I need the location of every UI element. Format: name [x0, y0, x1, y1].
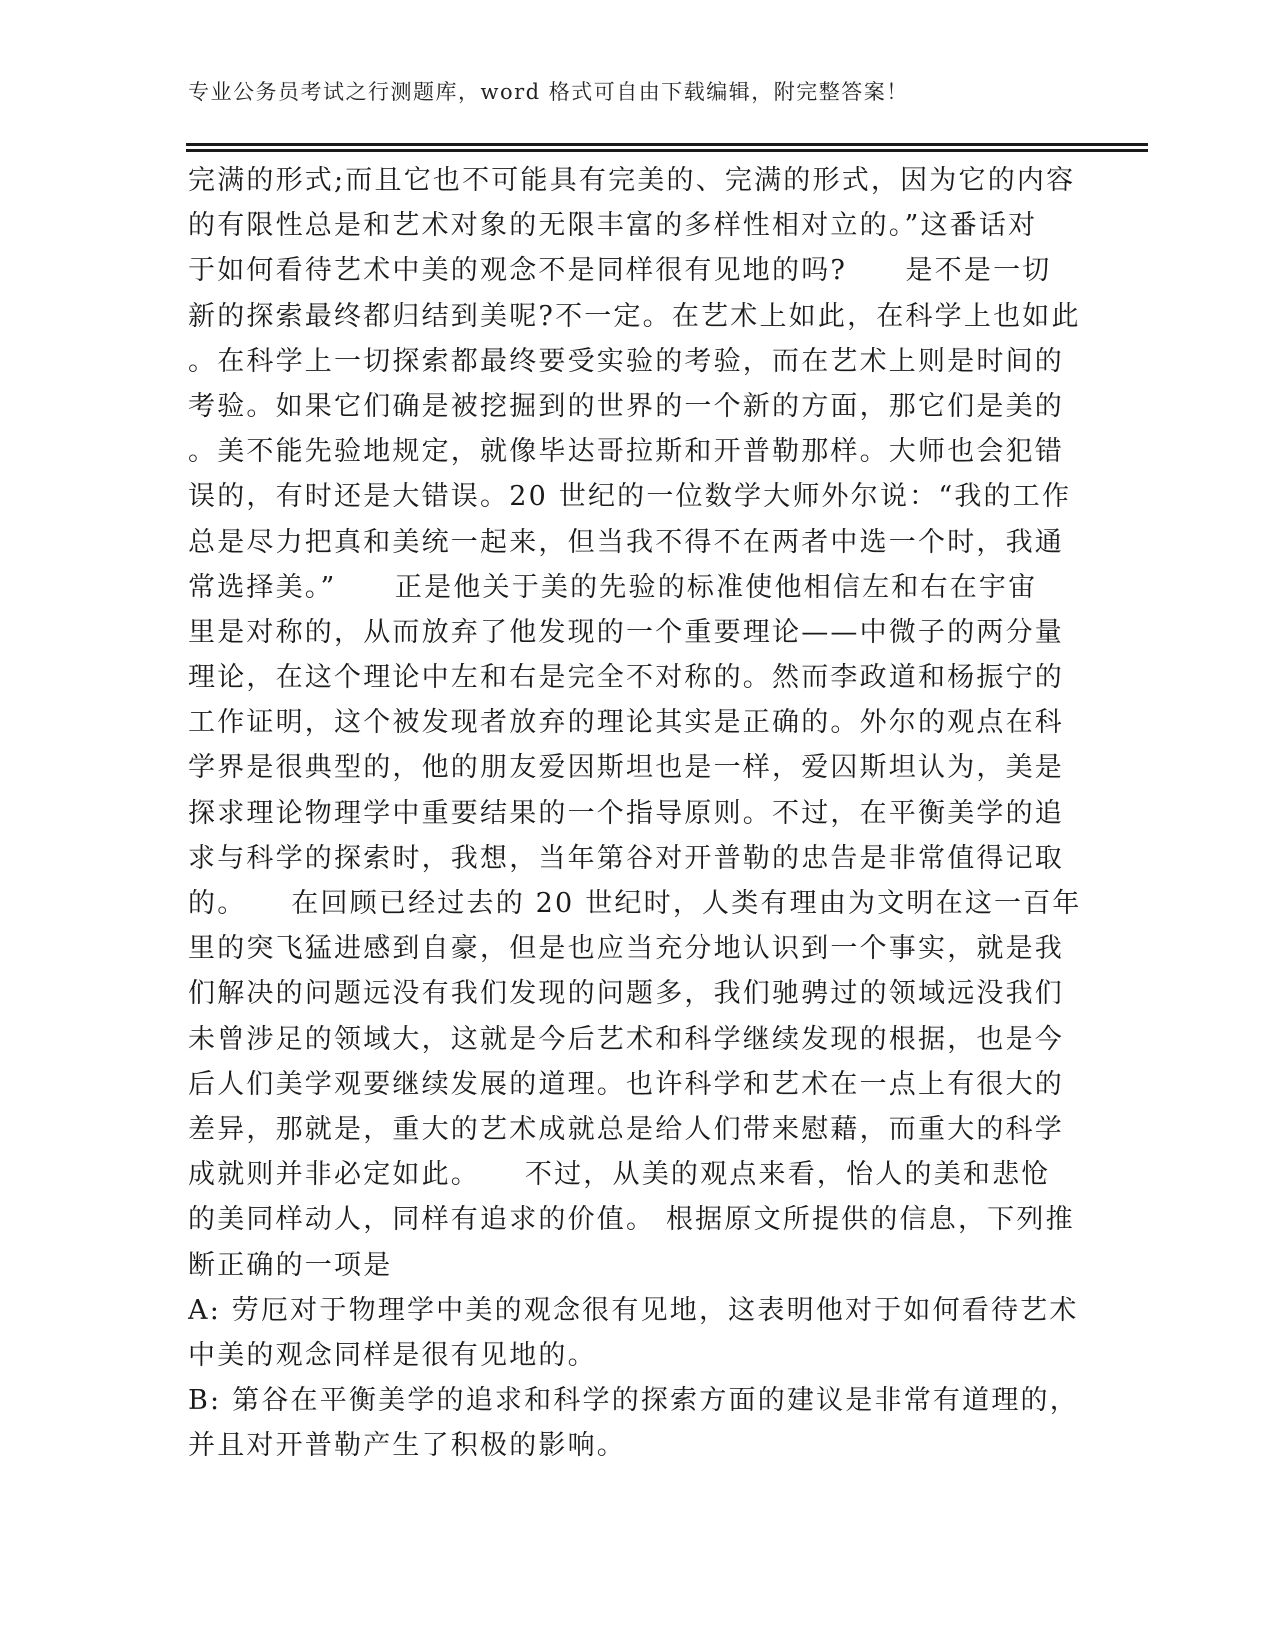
option-b-line: 并且对开普勒产生了积极的影响。 — [188, 1430, 626, 1462]
passage-line: 成就则并非必定如此。 不过，从美的观点来看，怡人的美和悲怆 — [188, 1159, 1051, 1191]
passage-line: 里的突飞猛进感到自豪，但是也应当充分地认识到一个事实，就是我 — [188, 933, 1064, 965]
passage-line: 差异，那就是，重大的艺术成就总是给人们带来慰藉，而重大的科学 — [188, 1113, 1064, 1145]
passage-line: 未曾涉足的领域大，这就是今后艺术和科学继续发现的根据，也是今 — [188, 1023, 1064, 1055]
passage-line: 误的，有时还是大错误。20 世纪的一位数学大师外尔说：“我的工作 — [188, 481, 1072, 513]
passage-line: 总是尽力把真和美统一起来，但当我不得不在两者中选一个时，我通 — [188, 526, 1064, 558]
passage-line: 们解决的问题远没有我们发现的问题多，我们驰骋过的领域远没我们 — [188, 978, 1064, 1010]
passage-line: 后人们美学观要继续发展的道理。也许科学和艺术在一点上有很大的 — [188, 1068, 1064, 1100]
option-a-line: 中美的观念同样是很有见地的。 — [188, 1339, 597, 1371]
passage-line: 完满的形式;而且它也不可能具有完美的、完满的形式，因为它的内容 — [188, 165, 1076, 196]
question-stem-line: 断正确的一项是 — [188, 1249, 393, 1281]
passage-line: 理论，在这个理论中左和右是完全不对称的。然而李政道和杨振宁的 — [188, 662, 1064, 694]
header-rule-top — [186, 143, 1148, 146]
reading-passage — [188, 158, 1088, 1288]
passage-line: 工作证明，这个被发现者放弃的理论其实是正确的。外尔的观点在科 — [188, 707, 1064, 739]
passage-line: 的。 在回顾已经过去的 20 世纪时，人类有理由为文明在这一百年 — [188, 888, 1082, 919]
document-body — [188, 158, 1088, 1468]
passage-line: 于如何看待艺术中美的观念不是同样很有见地的吗? 是不是一切 — [188, 255, 1052, 287]
passage-line: 常选择美。” 正是他关于美的先验的标准使他相信左和右在宇宙 — [188, 571, 1038, 603]
passage-line: 。美不能先验地规定，就像毕达哥拉斯和开普勒那样。大师也会犯错 — [188, 436, 1064, 468]
passage-line: 探求理论物理学中重要结果的一个指导原则。不过，在平衡美学的追 — [188, 797, 1064, 829]
option-a — [188, 1288, 1088, 1378]
passage-line: 学界是很典型的，他的朋友爱因斯坦也是一样，爱囚斯坦认为，美是 — [188, 752, 1064, 784]
passage-line: 的有限性总是和艺术对象的无限丰富的多样性相对立的。”这番话对 — [188, 210, 1038, 242]
passage-line: 新的探索最终都归结到美呢?不一定。在艺术上如此，在科学上也如此 — [188, 300, 1081, 332]
passage-line: 的美同样动人，同样有追求的价值。 根据原文所提供的信息，下列推 — [188, 1204, 1075, 1236]
passage-line: 求与科学的探索时，我想，当年第谷对开普勒的忠告是非常值得记取 — [188, 842, 1064, 874]
header-rule-bottom — [186, 149, 1148, 152]
passage-line: 里是对称的，从而放弃了他发现的一个重要理论——中微子的两分量 — [188, 616, 1064, 648]
passage-line: 。在科学上一切探索都最终要受实验的考验，而在艺术上则是时间的 — [188, 345, 1064, 377]
option-b — [188, 1378, 1088, 1468]
option-b-line: B: 第谷在平衡美学的追求和科学的探索方面的建议是非常有道理的， — [188, 1385, 1079, 1417]
option-a-line: A: 劳厄对于物理学中美的观念很有见地，这表明他对于如何看待艺术 — [188, 1294, 1079, 1326]
passage-line: 考验。如果它们确是被挖掘到的世界的一个新的方面，那它们是美的 — [188, 390, 1064, 422]
page-header: 专业公务员考试之行测题库，word 格式可自由下载编辑，附完整答案！ — [188, 80, 909, 104]
